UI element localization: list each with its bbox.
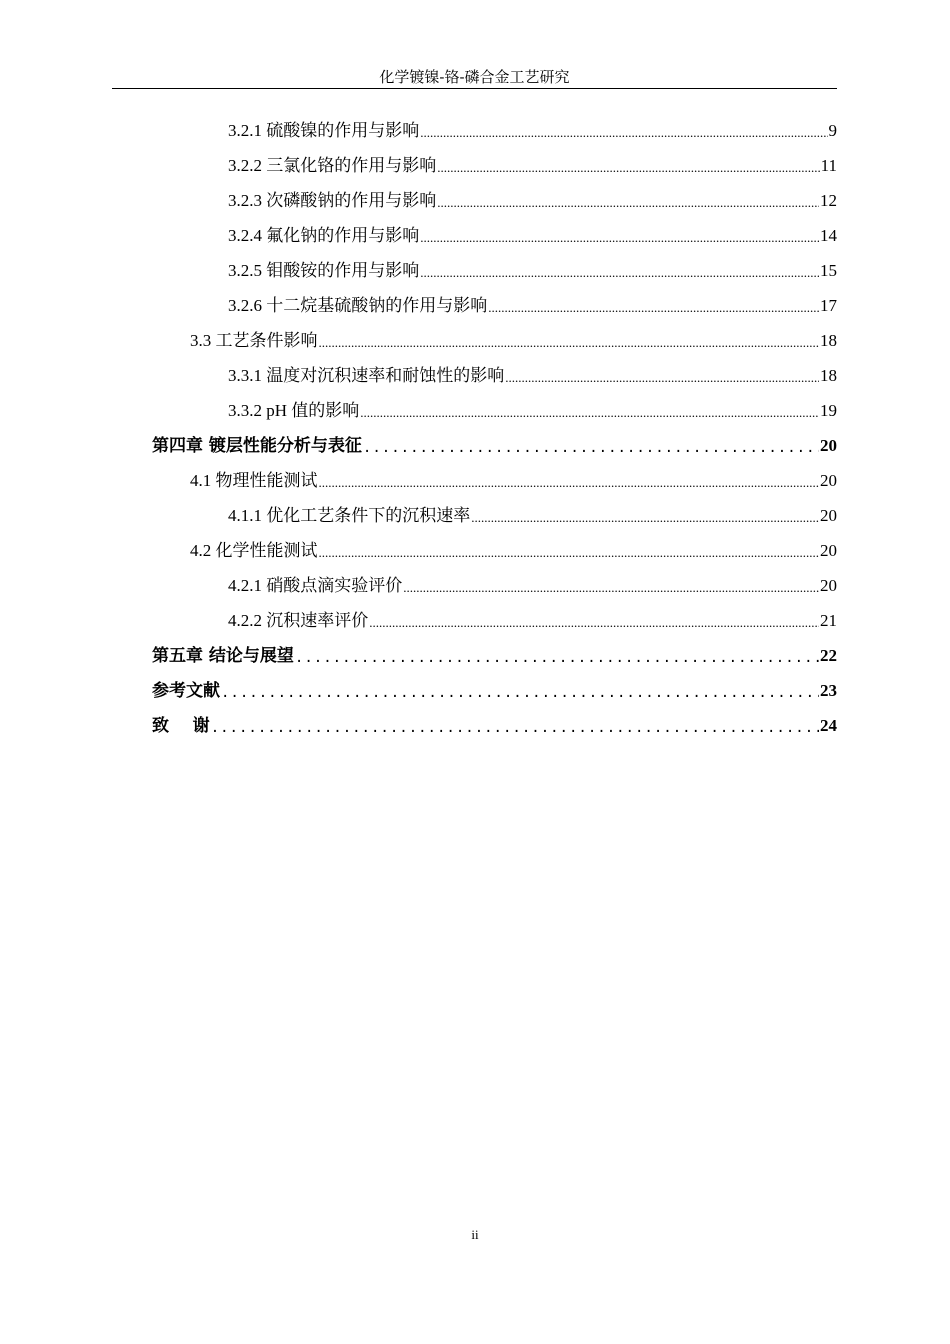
toc-entry[interactable] — [190, 463, 837, 498]
toc-entry[interactable] — [228, 603, 837, 638]
toc-entry[interactable] — [228, 288, 837, 323]
toc-entry-title: 3.3.1 温度对沉积速率和耐蚀性的影响 — [228, 365, 505, 385]
toc-entry-page: 19 — [820, 400, 837, 420]
toc-leader-dots — [437, 193, 819, 213]
toc-entry-chapter[interactable] — [152, 638, 837, 673]
toc-entry-page: 21 — [820, 610, 837, 630]
toc-leader-dots — [363, 438, 819, 458]
toc-entry-page: 18 — [820, 365, 837, 385]
toc-entry-title: 3.2.3 次磷酸钠的作用与影响 — [228, 190, 437, 210]
toc-entry-page: 12 — [820, 190, 837, 210]
toc-entry[interactable] — [228, 253, 837, 288]
toc-leader-dots — [420, 123, 827, 143]
toc-entry[interactable] — [190, 323, 837, 358]
toc-entry[interactable] — [228, 113, 837, 148]
toc-entry-chapter[interactable] — [152, 673, 837, 708]
toc-entry[interactable] — [228, 568, 837, 603]
toc-leader-dots — [369, 613, 819, 633]
toc-leader-dots — [360, 403, 819, 423]
toc-entry-title: 3.3 工艺条件影响 — [190, 330, 318, 350]
toc-entry-page: 20 — [820, 505, 837, 525]
toc-entry-title: 3.2.1 硫酸镍的作用与影响 — [228, 120, 420, 140]
header-rule — [112, 88, 837, 89]
toc-entry-page: 20 — [820, 575, 837, 595]
toc-entry-page: 18 — [820, 330, 837, 350]
toc-entry-page: 20 — [820, 470, 837, 490]
toc-entry-title: 4.2.1 硝酸点滴实验评价 — [228, 575, 403, 595]
toc-entry-page: 11 — [820, 155, 837, 175]
toc-entry[interactable] — [228, 183, 837, 218]
toc-entry-title: 3.3.2 pH 值的影响 — [228, 400, 360, 420]
toc-leader-dots — [420, 228, 819, 248]
toc-entry-title: 4.1.1 优化工艺条件下的沉积速率 — [228, 505, 471, 525]
toc-entry-page: 15 — [820, 260, 837, 280]
toc-leader-dots — [505, 368, 819, 388]
toc-leader-dots — [488, 298, 819, 318]
toc-leader-dots — [221, 683, 819, 703]
toc-entry-title: 3.2.4 氟化钠的作用与影响 — [228, 225, 420, 245]
toc-entry[interactable] — [190, 533, 837, 568]
toc-entry-page: 9 — [828, 120, 837, 140]
toc-entry-page: 14 — [820, 225, 837, 245]
toc-leader-dots — [420, 263, 819, 283]
toc-entry-page: 22 — [820, 645, 837, 665]
toc-entry[interactable] — [228, 148, 837, 183]
toc-leader-dots — [437, 158, 819, 178]
toc-leader-dots — [319, 543, 820, 563]
toc-entry-title: 3.2.2 三氯化铬的作用与影响 — [228, 155, 437, 175]
toc-entry-page: 24 — [820, 715, 837, 735]
toc-entry-title: 第五章 结论与展望 — [152, 645, 294, 666]
toc-entry-page: 20 — [820, 540, 837, 560]
toc-entry-page: 23 — [820, 680, 837, 700]
toc-leader-dots — [211, 718, 819, 738]
toc-leader-dots — [319, 333, 820, 353]
toc-leader-dots — [319, 473, 820, 493]
toc-entry-chapter[interactable] — [152, 708, 837, 743]
toc-entry[interactable] — [228, 393, 837, 428]
toc-entry-title: 第四章 镀层性能分析与表征 — [152, 435, 362, 456]
toc-entry-title: 4.2 化学性能测试 — [190, 540, 318, 560]
toc-entry-title: 4.1 物理性能测试 — [190, 470, 318, 490]
page-number: ii — [471, 1227, 479, 1242]
toc-entry-title: 4.2.2 沉积速率评价 — [228, 610, 369, 630]
toc-entry-title: 3.2.6 十二烷基硫酸钠的作用与影响 — [228, 295, 488, 315]
toc-entry[interactable] — [228, 218, 837, 253]
toc-entry[interactable] — [228, 498, 837, 533]
toc-entry[interactable] — [228, 358, 837, 393]
toc-entry-title: 致 谢 — [152, 715, 210, 736]
toc-entry-page: 20 — [820, 435, 837, 455]
running-header: 化学镀镍-铬-磷合金工艺研究 — [379, 68, 570, 86]
toc-entry-chapter[interactable] — [152, 428, 837, 463]
toc-entry-title: 3.2.5 钼酸铵的作用与影响 — [228, 260, 420, 280]
toc-leader-dots — [295, 648, 819, 668]
toc-leader-dots — [471, 508, 819, 528]
toc-entry-page: 17 — [820, 295, 837, 315]
toc-entry-title: 参考文献 — [152, 680, 220, 701]
toc-leader-dots — [403, 578, 819, 598]
